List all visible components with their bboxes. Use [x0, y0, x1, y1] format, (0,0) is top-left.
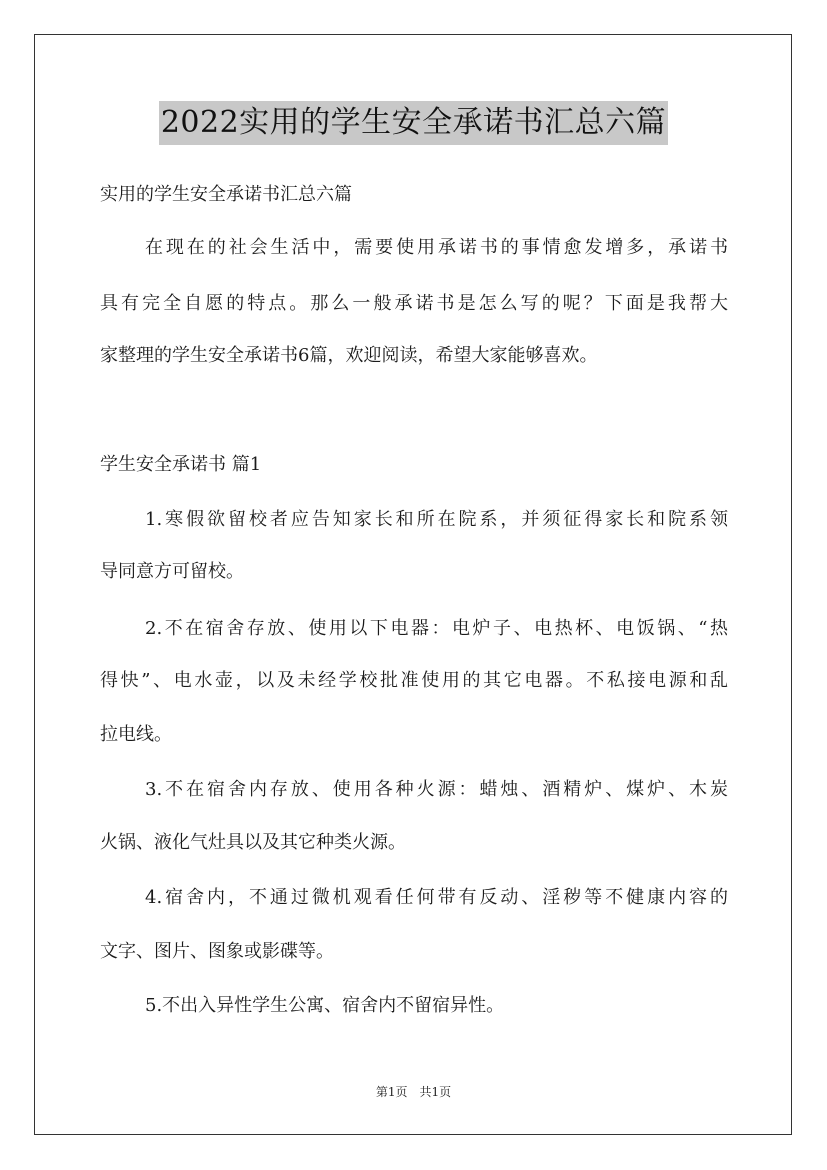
page-footer: 第1页 共1页: [375, 1085, 452, 1099]
item-4-line-2: 文字、图片、图象或影碟等。: [100, 941, 334, 962]
item-3-line-1: 3.不在宿舍内存放、使用各种火源：蜡烛、酒精炉、煤炉、木炭: [145, 779, 728, 800]
document-subtitle: 实用的学生安全承诺书汇总六篇: [100, 184, 352, 205]
item-2-line-3: 拉电线。: [100, 724, 172, 745]
intro-line-1: 在现在的社会生活中，需要使用承诺书的事情愈发增多，承诺书: [145, 237, 728, 258]
item-5-line-1: 5.不出入异性学生公寓、宿舍内不留宿异性。: [145, 995, 505, 1016]
item-4-line-1: 4.宿舍内，不通过微机观看任何带有反动、淫秽等不健康内容的: [145, 887, 728, 908]
intro-line-2: 具有完全自愿的特点。那么一般承诺书是怎么写的呢？下面是我帮大: [100, 293, 728, 314]
section-heading: 学生安全承诺书 篇1: [100, 454, 262, 475]
document-title: 2022实用的学生安全承诺书汇总六篇: [159, 101, 668, 145]
item-3-line-2: 火锅、液化气灶具以及其它种类火源。: [100, 832, 406, 853]
item-1-line-1: 1.寒假欲留校者应告知家长和所在院系，并须征得家长和院系领: [145, 509, 728, 530]
title-container: [0, 101, 827, 145]
item-2-line-1: 2.不在宿舍存放、使用以下电器：电炉子、电热杯、电饭锅、“热: [145, 618, 728, 639]
item-1-line-2: 导同意方可留校。: [100, 561, 244, 582]
intro-line-3: 家整理的学生安全承诺书6篇，欢迎阅读，希望大家能够喜欢。: [100, 345, 598, 366]
item-2-line-2: 得快”、电水壶，以及未经学校批准使用的其它电器。不私接电源和乱: [100, 670, 728, 691]
